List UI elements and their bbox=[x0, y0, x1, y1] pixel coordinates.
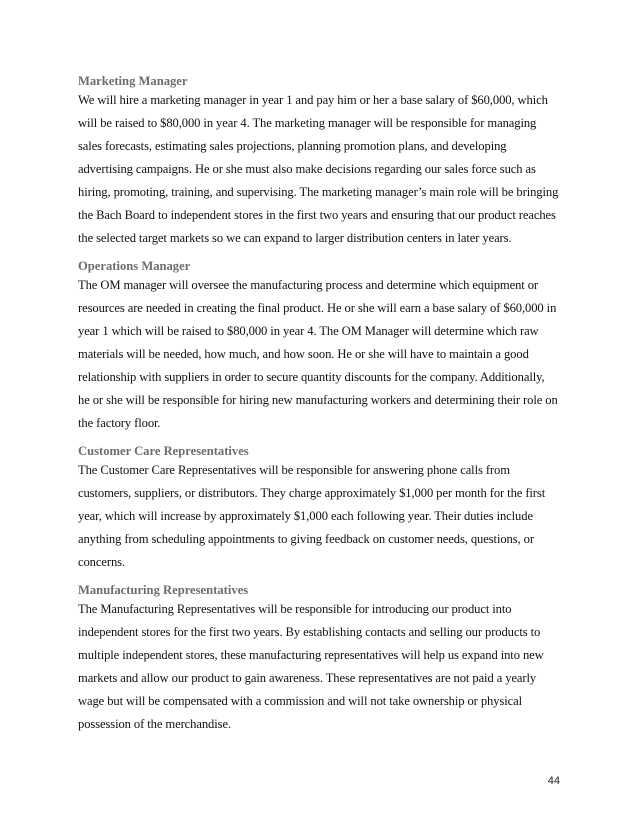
page-number: 44 bbox=[547, 775, 560, 787]
paragraph-line: The Customer Care Representatives will be responsible for answering phone calls from bbox=[78, 463, 510, 477]
paragraph-line: materials will be needed, how much, and how soon. He or she will have to maintain a good bbox=[78, 347, 529, 361]
paragraph-line: advertising campaigns. He or she must also make decisions regarding our sales force such as bbox=[78, 162, 536, 176]
section bbox=[78, 258, 570, 435]
paragraph-line: anything from scheduling appointments to giving feedback on customer needs, questions, or bbox=[78, 532, 534, 546]
paragraph-line: year 1 which will be raised to $80,000 in year 4. The OM Manager will determine which raw bbox=[78, 324, 539, 338]
paragraph-line: multiple independent stores, these manufacturing representatives will help us expand into new bbox=[78, 648, 544, 662]
paragraph-line: the selected target markets so we can expand to larger distribution centers in later years. bbox=[78, 231, 512, 245]
paragraph-line: the factory floor. bbox=[78, 416, 161, 430]
paragraph-line: independent stores for the first two years. By establishing contacts and selling our products to bbox=[78, 625, 541, 639]
paragraph-line: relationship with suppliers in order to secure quantity discounts for the company. Additionally, bbox=[78, 370, 545, 384]
paragraph-line: hiring, promoting, training, and supervising. The marketing manager’s main role will be bringing bbox=[78, 185, 559, 199]
paragraph-line: markets and allow our product to gain awareness. These representatives are not paid a yearly bbox=[78, 671, 537, 685]
section-paragraph bbox=[78, 89, 570, 250]
paragraph-line: The OM manager will oversee the manufacturing process and determine which equipment or bbox=[78, 278, 539, 292]
paragraph-line: We will hire a marketing manager in year 1 and pay him or her a base salary of $60,000, which bbox=[78, 93, 548, 107]
paragraph-line: wage but will be compensated with a commission and will not take ownership or physical bbox=[78, 694, 522, 708]
section bbox=[78, 443, 570, 574]
section bbox=[78, 582, 570, 736]
paragraph-line: resources are needed in creating the final product. He or she will earn a base salary of $60,000 in bbox=[78, 301, 557, 315]
section-heading: Manufacturing Representatives bbox=[78, 583, 249, 597]
section-paragraph bbox=[78, 459, 570, 574]
section bbox=[78, 73, 570, 250]
paragraph-line: will be raised to $80,000 in year 4. The marketing manager will be responsible for managing bbox=[78, 116, 537, 130]
paragraph-line: The Manufacturing Representatives will be responsible for introducing our product into bbox=[78, 602, 512, 616]
paragraph-line: year, which will increase by approximately $1,000 each following year. Their duties include bbox=[78, 509, 533, 523]
paragraph-line: the Bach Board to independent stores in the first two years and ensuring that our product reaches bbox=[78, 208, 556, 222]
paragraph-line: sales forecasts, estimating sales projections, planning promotion plans, and developing bbox=[78, 139, 507, 153]
page-content bbox=[78, 73, 570, 744]
section-heading: Marketing Manager bbox=[78, 74, 188, 88]
paragraph-line: possession of the merchandise. bbox=[78, 717, 231, 731]
section-paragraph bbox=[78, 274, 570, 435]
paragraph-line: he or she will be responsible for hiring new manufacturing workers and determining their role on bbox=[78, 393, 558, 407]
section-heading: Customer Care Representatives bbox=[78, 444, 249, 458]
section-heading: Operations Manager bbox=[78, 259, 191, 273]
paragraph-line: customers, suppliers, or distributors. They charge approximately $1,000 per month for the first bbox=[78, 486, 546, 500]
paragraph-line: concerns. bbox=[78, 555, 126, 569]
section-paragraph bbox=[78, 598, 570, 736]
